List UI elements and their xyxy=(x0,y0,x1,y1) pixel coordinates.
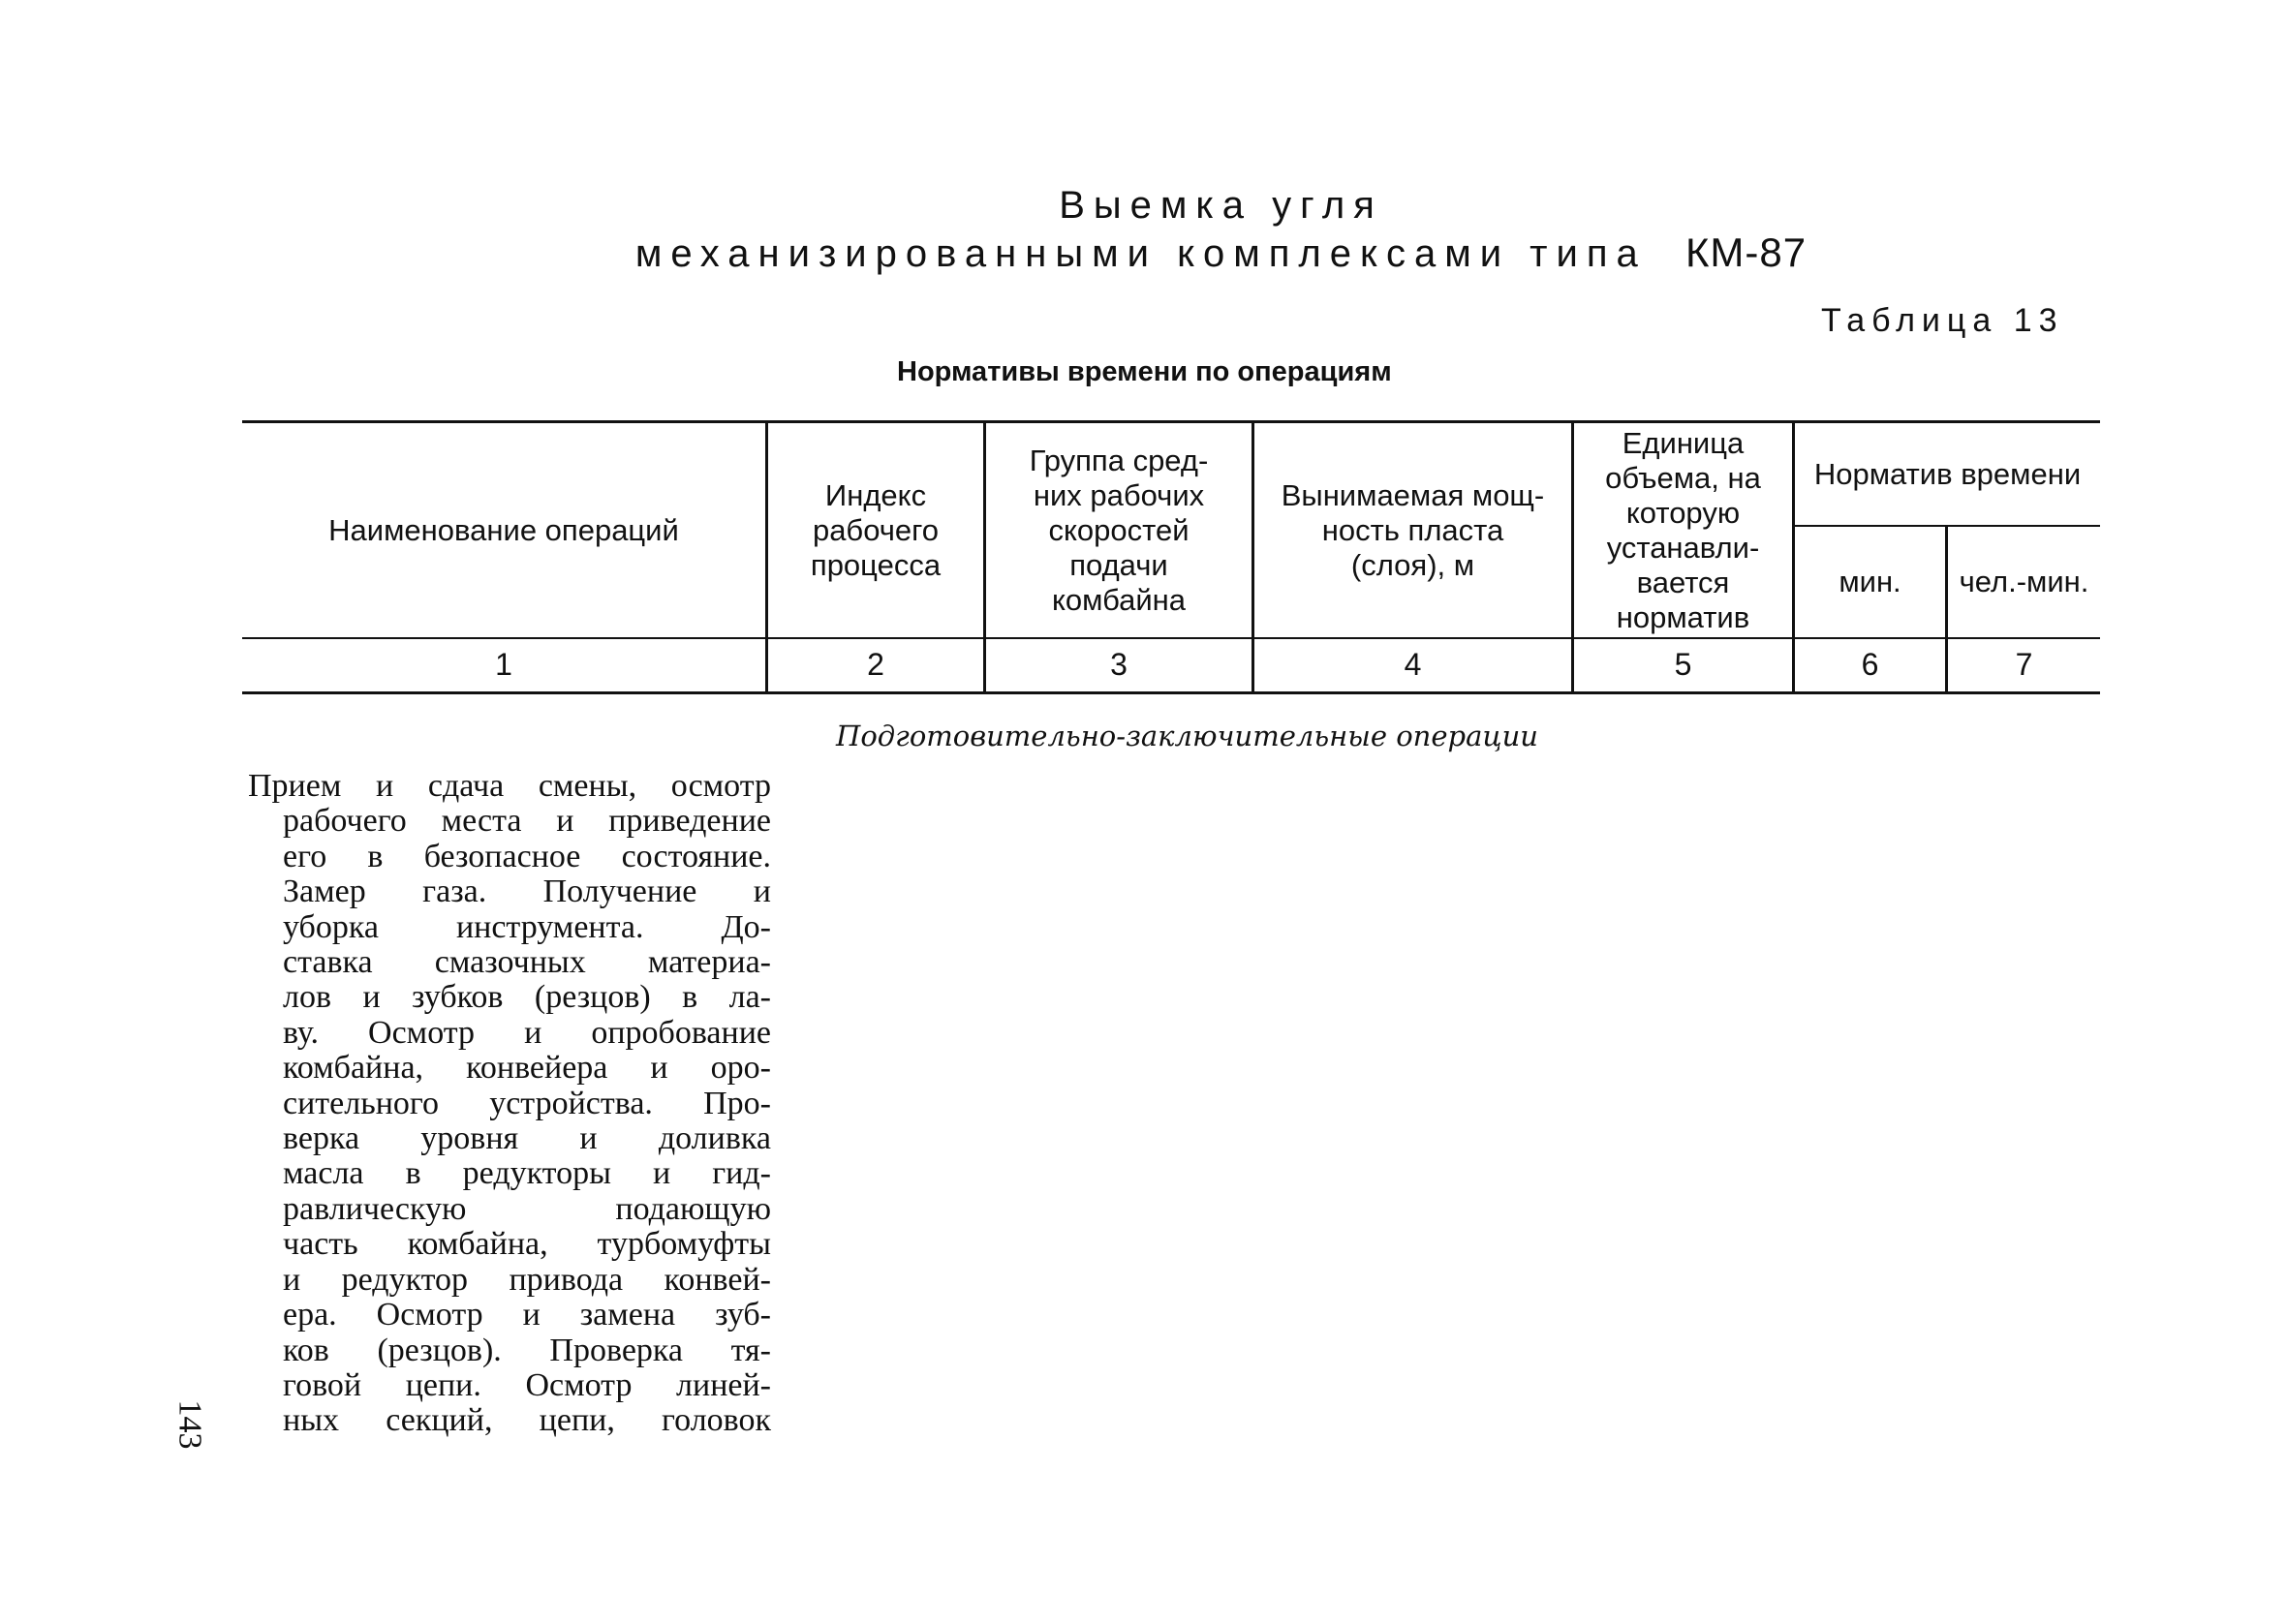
column-number: 3 xyxy=(1110,647,1128,682)
column-number: 6 xyxy=(1861,647,1879,682)
column-header-seam-thickness: Вынимаемая мощ- ность пласта (слоя), м xyxy=(1281,477,1545,582)
document-subtitle xyxy=(77,232,2287,273)
column-number: 1 xyxy=(495,647,512,682)
text-line: и редуктор привода конвей- xyxy=(283,1261,771,1298)
title-main-text: механизированными комплексами типа xyxy=(634,232,1647,275)
text-line: масла в редукторы и гид- xyxy=(283,1155,771,1192)
column-number: 2 xyxy=(867,647,884,682)
column-header-minutes: мин. xyxy=(1839,565,1901,598)
text-line: Прием и сдача смены, осмотр xyxy=(248,768,771,804)
column-number: 5 xyxy=(1674,647,1692,682)
column-header-speed-group: Группа сред- них рабочих скоростей подачи комбайна xyxy=(1029,443,1209,617)
column-header-man-minutes: чел.-мин. xyxy=(1959,565,2089,598)
text-line: ков (резцов). Проверка тя- xyxy=(283,1332,771,1368)
operation-description xyxy=(248,769,771,1439)
document-title: Выемка угля xyxy=(1059,184,1383,227)
text-line: часть комбайна, турбомуфты xyxy=(283,1226,771,1263)
column-header-time-norm: Норматив времени xyxy=(1813,456,2082,491)
text-line: сительного устройства. Про- xyxy=(283,1085,771,1121)
text-line: ву. Осмотр и опробование xyxy=(283,1014,771,1051)
header-bottom-rule xyxy=(242,637,2100,639)
page-number: 143 xyxy=(171,1399,208,1450)
text-line: комбайна, конвейера и оро- xyxy=(283,1050,771,1087)
table-bottom-rule xyxy=(242,691,2100,694)
column-header-process-index: Индекс рабочего процесса xyxy=(810,477,942,582)
table-caption: Нормативы времени по операциям xyxy=(897,356,1392,387)
text-line: лов и зубков (резцов) в ла- xyxy=(283,979,771,1016)
text-line: уборка инструмента. До- xyxy=(283,908,771,945)
model-name: КМ-87 xyxy=(1684,230,1808,275)
text-line: говой цепи. Осмотр линей- xyxy=(283,1366,771,1403)
section-heading: Подготовительно-заключительные операции xyxy=(836,720,1538,752)
text-line: рабочего места и приведение xyxy=(283,803,771,840)
text-line: равлическую подающую xyxy=(283,1190,771,1227)
table-number: Таблица 13 xyxy=(1821,302,2064,339)
column-header-volume-unit: Единица объема, на которую устанавли- вается норматив xyxy=(1605,425,1761,634)
text-line: верка уровня и доливка xyxy=(283,1120,771,1157)
text-line: ставка смазочных материа- xyxy=(283,944,771,981)
column-header-operation-name: Наименование операций xyxy=(328,512,679,547)
text-line: ных секций, цепи, головок xyxy=(283,1402,771,1439)
text-line: ера. Осмотр и замена зуб- xyxy=(283,1297,771,1333)
column-number: 7 xyxy=(2015,647,2033,682)
text-line: Замер газа. Получение и xyxy=(283,873,771,910)
text-line: его в безопасное состояние. xyxy=(283,838,771,874)
column-number: 4 xyxy=(1404,647,1422,682)
